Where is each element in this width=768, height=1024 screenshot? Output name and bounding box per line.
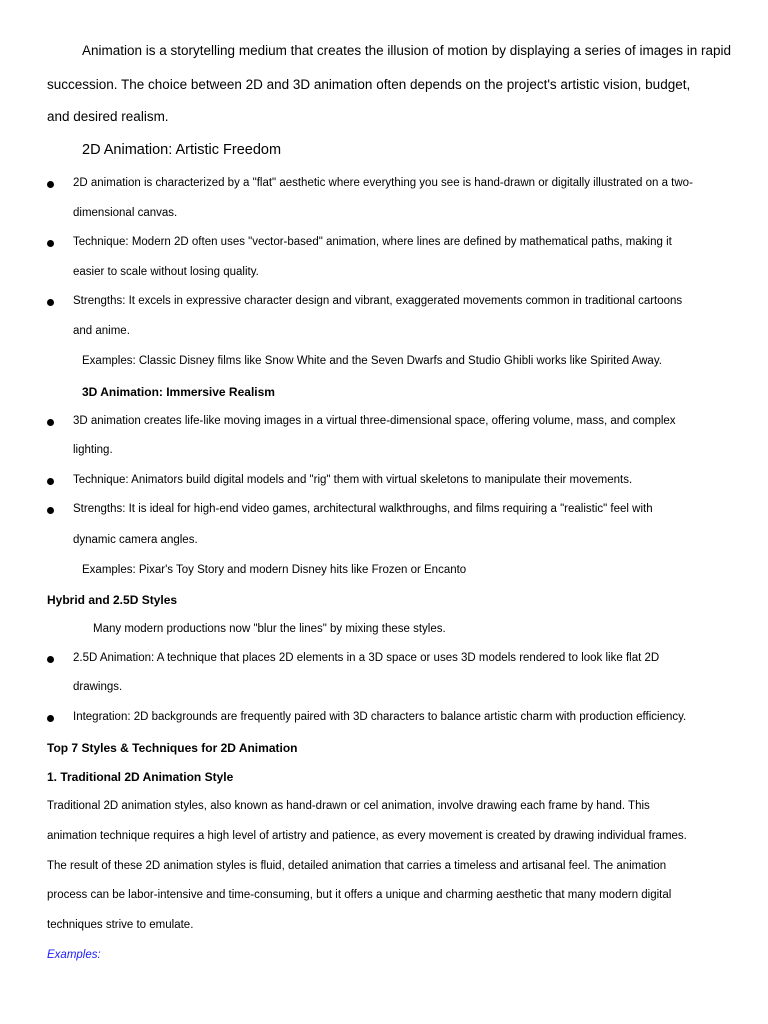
intro-line-2: succession. The choice between 2D and 3D animation often depends on the project's artistic vision, budget, <box>47 77 691 92</box>
traditional-paragraph-line-3: The result of these 2D animation styles is fluid, detailed animation that carries a timeless and artisanal feel. The animation <box>47 860 667 872</box>
traditional-paragraph-line-5: techniques strive to emulate. <box>47 919 194 931</box>
bullet-dot <box>47 419 54 426</box>
bullet-dot <box>47 715 54 722</box>
bullet-dot <box>47 507 54 514</box>
intro-line-1: Animation is a storytelling medium that creates the illusion of motion by displaying a series of images in rapid <box>82 43 732 58</box>
bullet-3d-3-line-1: Strengths: It is ideal for high-end video games, architectural walkthroughs, and films requiring a "realistic" feel with <box>73 503 653 515</box>
examples-3d: Examples: Pixar's Toy Story and modern Disney hits like Frozen or Encanto <box>82 564 467 576</box>
heading-top7: Top 7 Styles & Techniques for 2D Animation <box>47 741 298 755</box>
bullet-2d-1-line-1: 2D animation is characterized by a "flat" aesthetic where everything you see is hand-drawn or digitally illustrated on a two- <box>73 177 693 189</box>
heading-3d: 3D Animation: Immersive Realism <box>82 385 275 399</box>
bullet-2d-2-line-1: Technique: Modern 2D often uses "vector-based" animation, where lines are defined by mathematical paths, making it <box>73 236 672 248</box>
bullet-dot <box>47 656 54 663</box>
bullet-2d-1-line-2: dimensional canvas. <box>73 207 178 219</box>
subheading-traditional: 1. Traditional 2D Animation Style <box>47 770 234 784</box>
bullet-hybrid-1-line-2: drawings. <box>73 681 123 693</box>
bullet-dot <box>47 181 54 188</box>
heading-hybrid: Hybrid and 2.5D Styles <box>47 593 178 607</box>
traditional-paragraph-line-2: animation technique requires a high level of artistry and patience, as every movement is created by drawing individual frames. <box>47 830 687 842</box>
bullet-3d-1-line-2: lighting. <box>73 444 113 456</box>
traditional-paragraph-line-4: process can be labor-intensive and time-consuming, but it offers a unique and charming aesthetic that many modern digital <box>47 889 672 901</box>
bullet-2d-3-line-2: and anime. <box>73 325 130 337</box>
bullet-3d-1-line-1: 3D animation creates life-like moving images in a virtual three-dimensional space, offering volume, mass, and complex <box>73 415 676 427</box>
bullet-3d-2-line-1: Technique: Animators build digital models and "rig" them with virtual skeletons to manipulate their movements. <box>73 474 633 486</box>
bullet-dot <box>47 240 54 247</box>
heading-2d: 2D Animation: Artistic Freedom <box>82 142 282 158</box>
bullet-dot <box>47 478 54 485</box>
examples-2d: Examples: Classic Disney films like Snow White and the Seven Dwarfs and Studio Ghibli works like Spirited Away. <box>82 355 662 367</box>
traditional-paragraph-line-1: Traditional 2D animation styles, also known as hand-drawn or cel animation, involve drawing each frame by hand. This <box>47 800 650 812</box>
examples-link[interactable]: Examples: <box>47 949 101 961</box>
bullet-2d-2-line-2: easier to scale without losing quality. <box>73 266 259 278</box>
bullet-2d-3-line-1: Strengths: It excels in expressive character design and vibrant, exaggerated movements common in traditional cartoons <box>73 295 683 307</box>
bullet-hybrid-1-line-1: 2.5D Animation: A technique that places 2D elements in a 3D space or uses 3D models rendered to look like flat 2D <box>73 652 660 664</box>
intro-line-3: and desired realism. <box>47 109 169 124</box>
bullet-hybrid-2-line-1: Integration: 2D backgrounds are frequently paired with 3D characters to balance artistic charm with production efficiency. <box>73 711 687 723</box>
hybrid-lead: Many modern productions now "blur the lines" by mixing these styles. <box>93 623 446 635</box>
bullet-dot <box>47 299 54 306</box>
bullet-3d-3-line-2: dynamic camera angles. <box>73 534 198 546</box>
